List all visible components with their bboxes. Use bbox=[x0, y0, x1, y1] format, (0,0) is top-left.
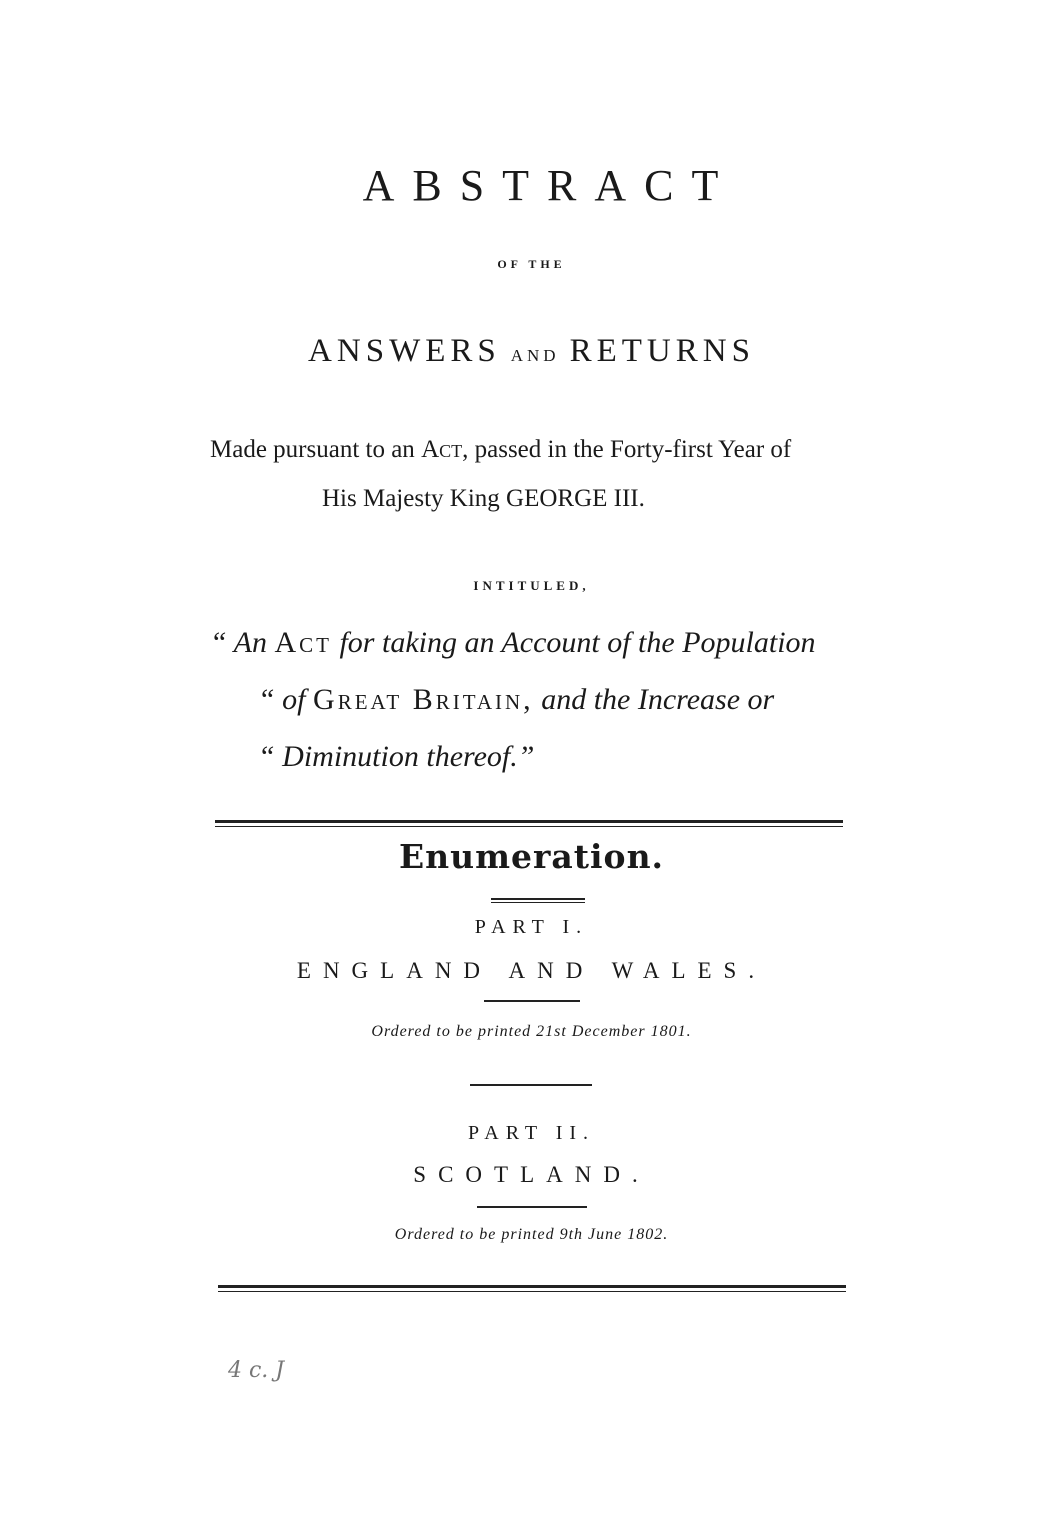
part-one-ordered: Ordered to be printed 21st December 1801. bbox=[371, 1023, 692, 1040]
double-rule-top-thin bbox=[215, 826, 843, 827]
section-divider-rule bbox=[470, 1084, 592, 1086]
part-one-region: ENGLAND AND WALES. bbox=[296, 958, 767, 983]
double-rule-bottom-thin bbox=[218, 1291, 846, 1292]
made-pursuant-line bbox=[210, 436, 791, 464]
enumeration-heading: Enumeration. bbox=[398, 837, 665, 876]
part-two-ordered: Ordered to be printed 9th June 1802. bbox=[394, 1226, 669, 1243]
intituled-label: INTITULED, bbox=[473, 578, 590, 593]
short-double-rule-thin bbox=[491, 902, 585, 903]
quote-line2-start: “ of bbox=[258, 683, 314, 716]
answers-word: ANSWERS bbox=[308, 333, 501, 369]
made-pursuant-after: , passed in the Forty-first Year of bbox=[462, 436, 792, 463]
quote-line1-rest: for taking an Account of the Population bbox=[331, 626, 816, 659]
double-rule-bottom bbox=[218, 1285, 846, 1288]
returns-word: RETURNS bbox=[569, 333, 755, 369]
quote-line2-rest: and the Increase or bbox=[533, 683, 775, 716]
made-pursuant-act: Act bbox=[421, 436, 463, 463]
act-quote-line-3: “ Diminution thereof.” bbox=[258, 740, 535, 773]
part-two-rule bbox=[477, 1206, 587, 1208]
short-double-rule bbox=[491, 898, 585, 900]
double-rule-top bbox=[215, 820, 843, 823]
quote-act-word: Act bbox=[274, 626, 332, 659]
act-quote-line-2 bbox=[258, 683, 774, 717]
made-pursuant-before: Made pursuant to an bbox=[210, 436, 422, 463]
handwritten-shelfmark: 4 c. J bbox=[228, 1358, 285, 1383]
majesty-line: His Majesty King GEORGE III. bbox=[322, 485, 645, 512]
part-one-label: PART I. bbox=[474, 916, 589, 938]
and-word: AND bbox=[510, 346, 560, 365]
act-quote-line-1 bbox=[210, 626, 816, 660]
quote-line1-start: “ An bbox=[210, 626, 275, 659]
answers-and-returns-heading bbox=[0, 333, 1063, 370]
quote-great-britain: Great Britain, bbox=[313, 683, 534, 716]
document-title: ABSTRACT bbox=[362, 161, 737, 210]
part-two-label: PART II. bbox=[467, 1122, 596, 1144]
part-one-rule bbox=[484, 1000, 580, 1002]
part-two-region: SCOTLAND. bbox=[413, 1162, 650, 1187]
of-the-label: OF THE bbox=[497, 257, 566, 271]
